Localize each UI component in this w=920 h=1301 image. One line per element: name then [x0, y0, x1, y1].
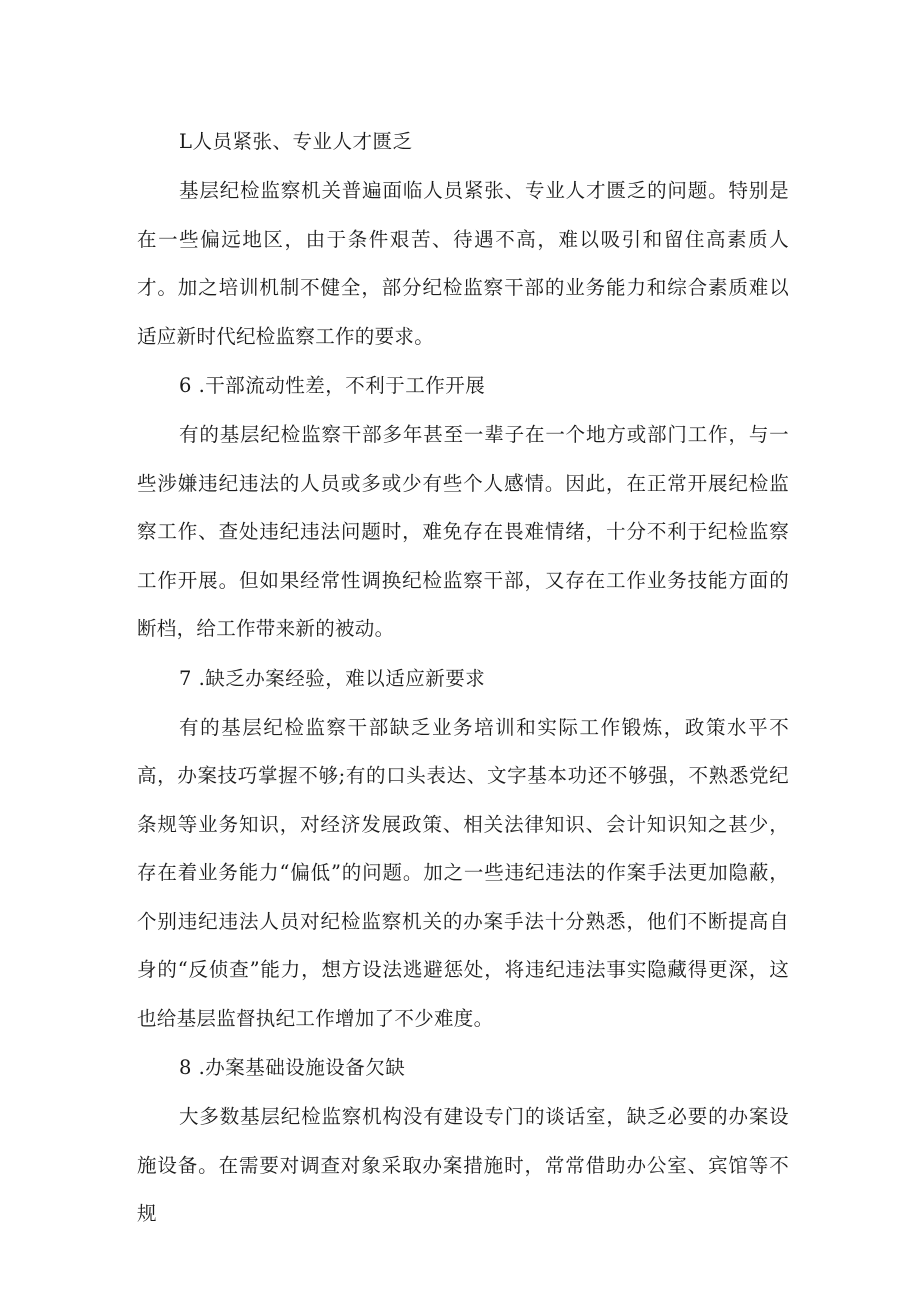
section-heading-cadre-mobility: 6 .干部流动性差，不利于工作开展 — [179, 374, 486, 397]
section-paragraph-case-experience: 有的基层纪检监察干部缺乏业务培训和实际工作锻炼，政策水平不高，办案技巧掌握不够;有的口头表达、文字基本功还不够强，不熟悉党纪条规等业务知识，对经济发展政策、相关法律知识、会计知识知之甚少，存在着业务能力“偏低”的问题。加之一些违纪违法的作案手法更加隐蔽，个别违纪违法人员对纪检监察机关的办案手法十分熟悉，他们不断提高自身的“反侦查”能力，想方设法逃避惩处，将违纪违法事实隐藏得更深，这也给基层监督执纪工作增加了不少难度。 — [137, 715, 789, 1030]
document-body — [137, 118, 789, 1240]
section-paragraph-cadre-mobility: 有的基层纪检监察干部多年甚至一辈子在一个地方或部门工作，与一些涉嫌违纪违法的人员或多或少有些个人感情。因此，在正常开展纪检监察工作、查处违纪违法问题时，难免存在畏难情绪，十分不利于纪检监察工作开展。但如果经常性调换纪检监察干部，又存在工作业务技能方面的断档，给工作带来新的被动。 — [137, 423, 789, 640]
section-paragraph-staff-shortage: 基层纪检监察机关普遍面临人员紧张、专业人才匮乏的问题。特别是在一些偏远地区，由于条件艰苦、待遇不高，难以吸引和留住高素质人才。加之培训机制不健全，部分纪检监察干部的业务能力和综合素质难以适应新时代纪检监察工作的要求。 — [137, 179, 789, 348]
section-heading-facilities: 8 .办案基础设施设备欠缺 — [179, 1056, 406, 1079]
section-heading-staff-shortage: L人员紧张、专业人才匮乏 — [179, 130, 413, 153]
section-heading-case-experience: 7 .缺乏办案经验，难以适应新要求 — [179, 666, 486, 690]
section-paragraph-facilities: 大多数基层纪检监察机构没有建设专门的谈话室，缺乏必要的办案设施设备。在需要对调查对象采取办案措施时，常常借助办公室、宾馆等不规 — [137, 1105, 789, 1225]
